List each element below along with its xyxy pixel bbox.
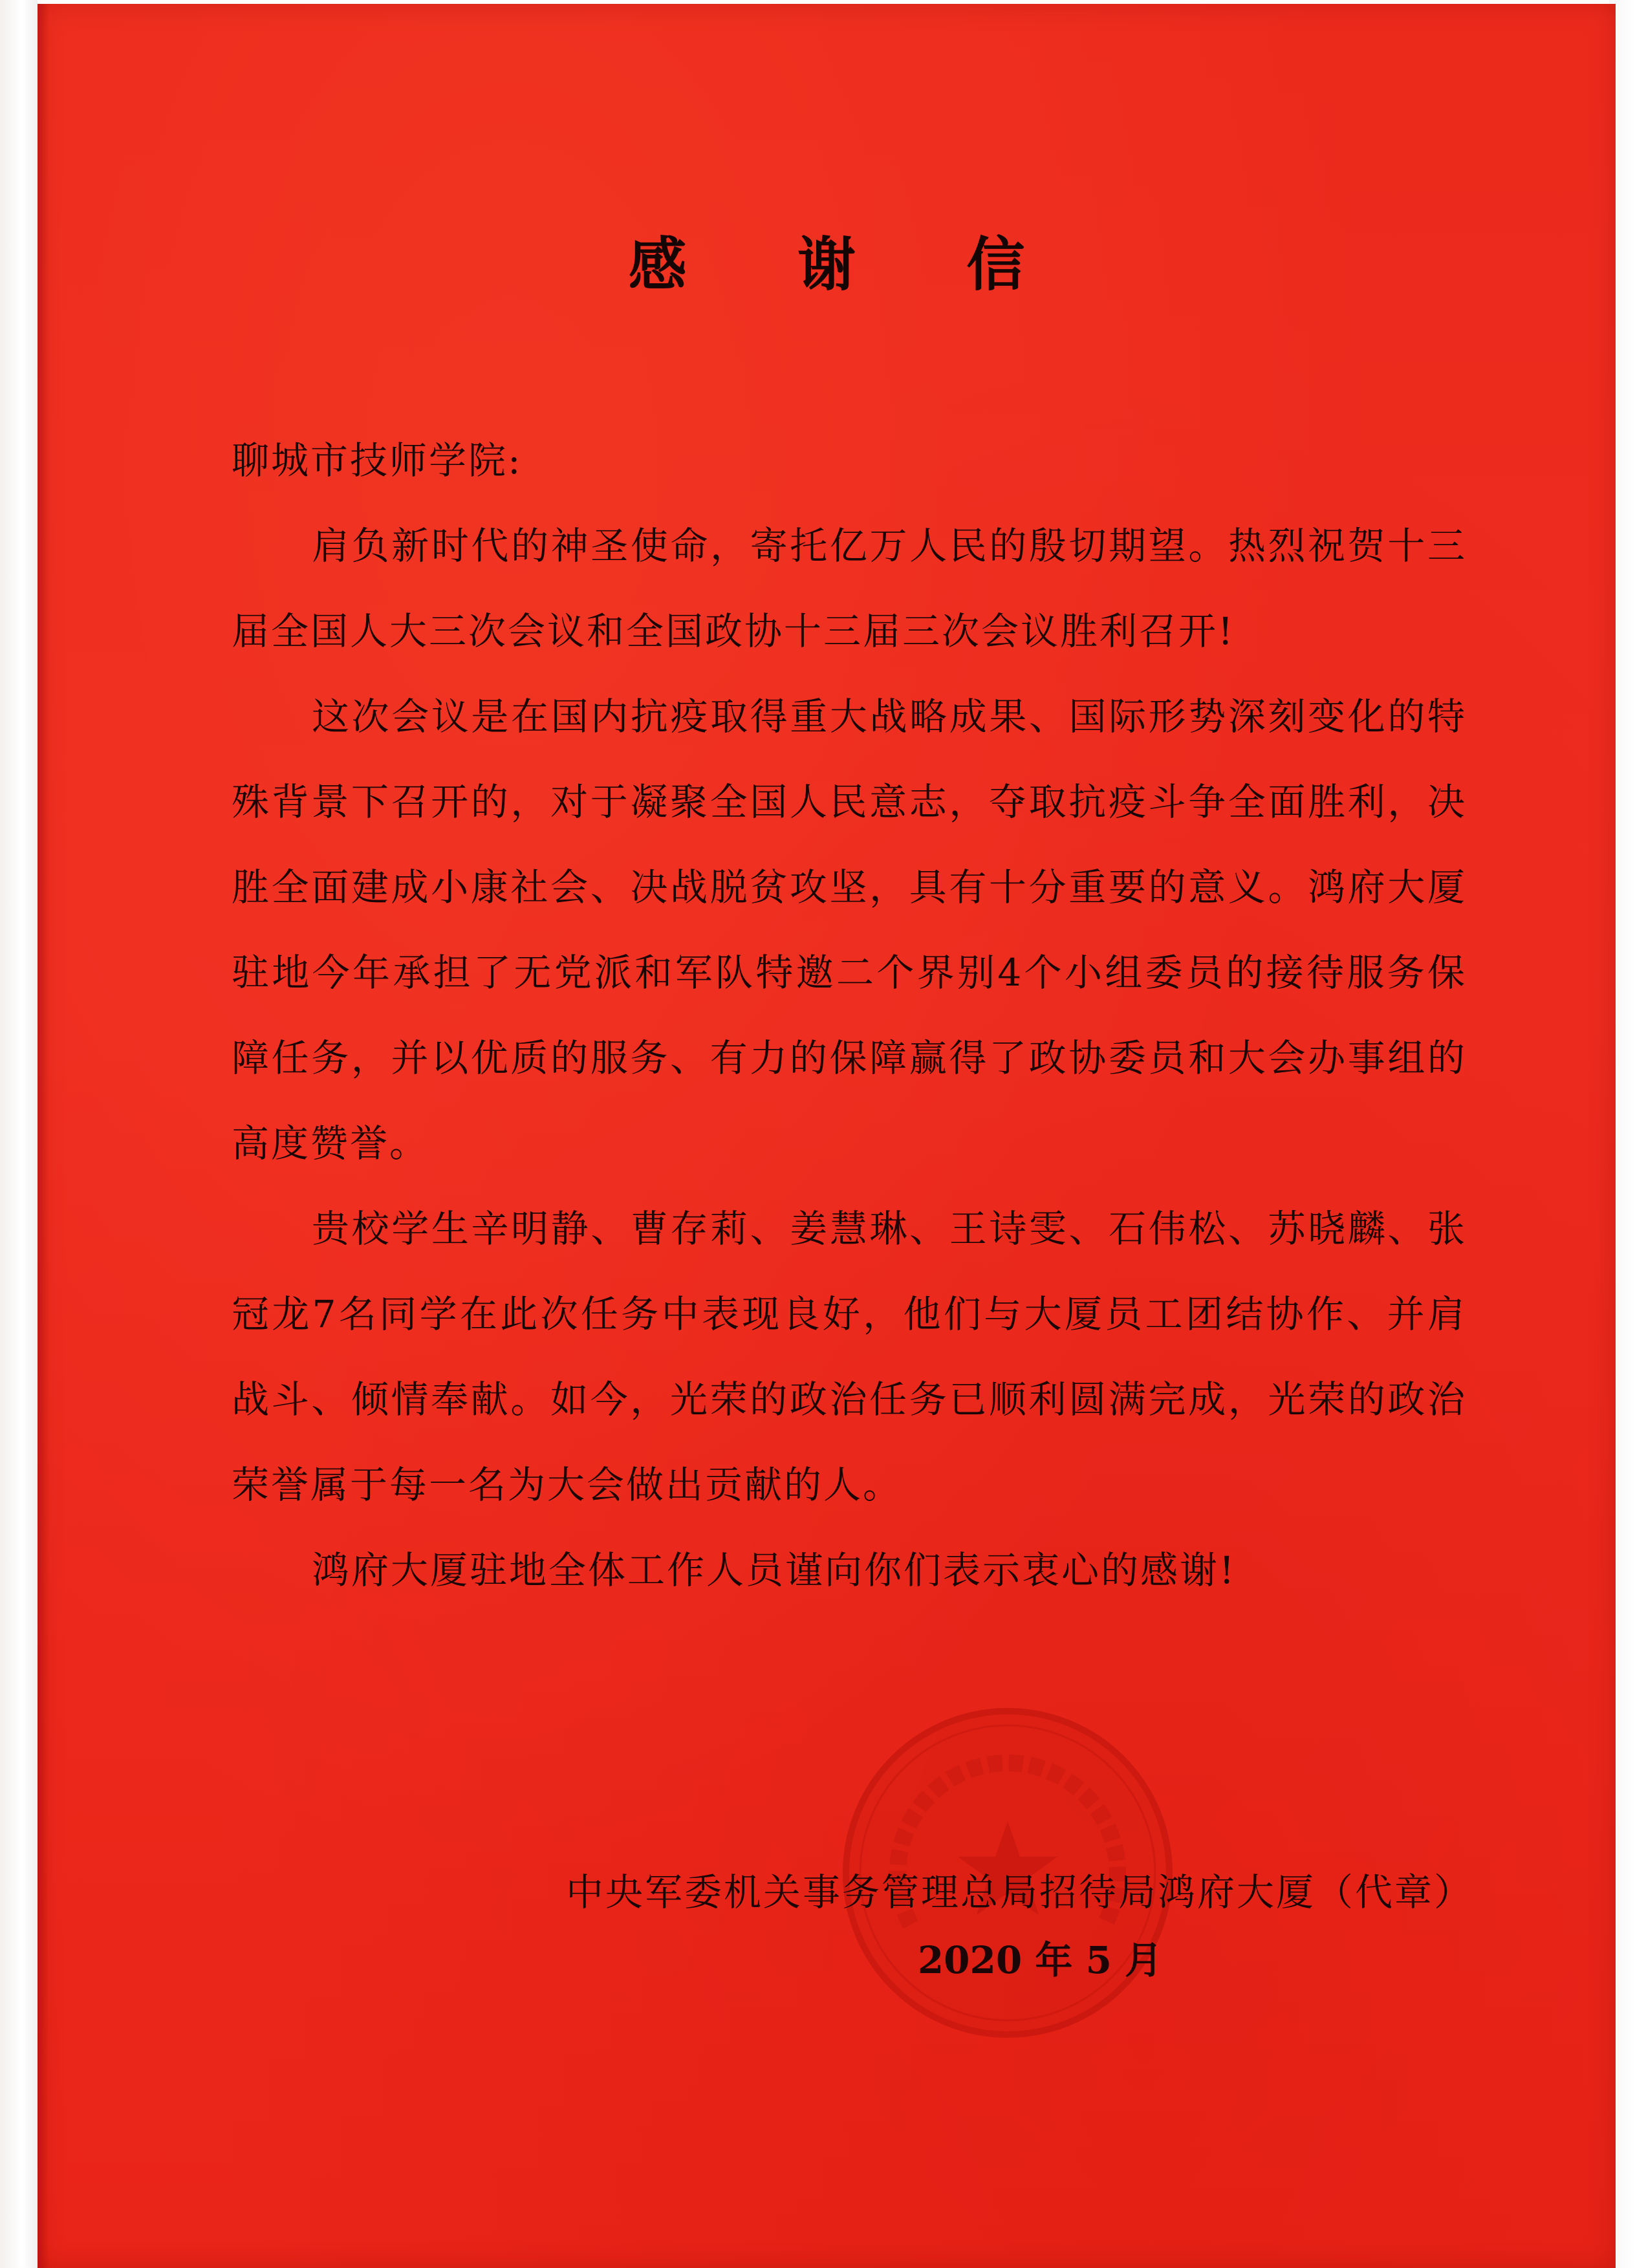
paragraph-meeting-significance: 这次会议是在国内抗疫取得重大战略成果、国际形势深刻变化的特殊背景下召开的，对于凝聚全国人民意志，夺取抗疫斗争全面胜利，决胜全面建成小康社会、决战脱贫攻坚，具有十分重要的意义。鸿府大厦驻地今年承担了无党派和军队特邀二个界别4个小组委员的接待服务保障任务，并以优质的服务、有力的保障赢得了政协委员和大会办事组的高度赞誉。 (232, 695, 1467, 1165)
letter-body (232, 418, 1467, 1613)
paper-edge-shadow (38, 4, 49, 2268)
paragraph-congratulations: 肩负新时代的神圣使命，寄托亿万人民的殷切期望。热烈祝贺十三届全国人大三次会议和全国政协十三届三次会议胜利召开! (232, 524, 1467, 653)
salutation: 聊城市技师学院: (232, 438, 523, 482)
scan-margin-left (0, 0, 38, 2268)
letter-date: 2020 年 5 月 (917, 1938, 1163, 1982)
paragraph-students-praise: 贵校学生辛明静、曹存莉、姜慧琳、王诗雯、石伟松、苏晓麟、张冠龙7名同学在此次任务中表现良好，他们与大厦员工团结协作、并肩战斗、倾情奉献。如今，光荣的政治任务已顺利圆满完成，光荣的政治荣誉属于每一名为大会做出贡献的人。 (232, 1207, 1467, 1507)
red-letter-paper (38, 4, 1616, 2268)
signature-organization: 中央军委机关事务管理总局招待局鸿府大厦（代章） (565, 1870, 1473, 1914)
letter-title: 感 谢 信 (628, 230, 1070, 299)
paragraph-thanks: 鸿府大厦驻地全体工作人员谨向你们表示衷心的感谢! (312, 1548, 1237, 1592)
